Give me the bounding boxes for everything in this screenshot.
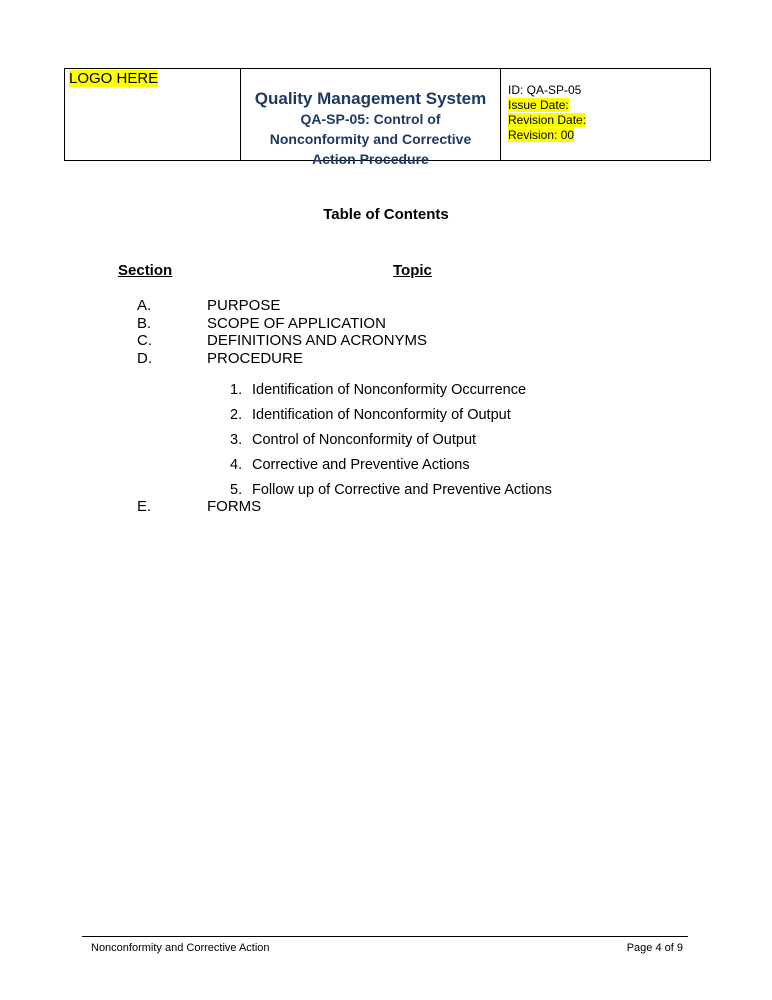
toc-letter: B. — [137, 315, 152, 332]
subitem-text: Follow up of Corrective and Preventive Actions — [252, 482, 552, 498]
toc-letter: E. — [137, 498, 152, 515]
toc-topic: SCOPE OF APPLICATION — [207, 315, 386, 332]
system-title: Quality Management System — [254, 89, 487, 108]
procedure-subitem-4 — [230, 456, 470, 474]
procedure-subitem-5 — [230, 481, 552, 499]
subitem-number: 4. — [230, 457, 243, 473]
toc-topic: FORMS — [207, 498, 262, 515]
document-info-cell — [501, 69, 710, 160]
footer-page-number: Page 4 of 9 — [626, 942, 683, 954]
procedure-title-line1: QA-SP-05: Control of — [300, 111, 441, 127]
document-header-table — [64, 68, 711, 167]
procedure-subitem-3 — [230, 431, 476, 449]
toc-topic: PROCEDURE — [207, 350, 303, 367]
topic-column-header: Topic — [393, 262, 432, 279]
subitem-text: Identification of Nonconformity Occurrence — [252, 382, 527, 398]
subitem-number: 2. — [230, 407, 243, 423]
title-cell — [241, 69, 501, 167]
revision-number: Revision: 00 — [508, 128, 575, 142]
toc-letter: D. — [137, 350, 152, 367]
subitem-text: Corrective and Preventive Actions — [252, 457, 470, 473]
subitem-number: 5. — [230, 482, 243, 498]
subitem-number: 3. — [230, 432, 243, 448]
section-column-header: Section — [118, 262, 173, 279]
subitem-text: Control of Nonconformity of Output — [252, 432, 477, 448]
subitem-text: Identification of Nonconformity of Output — [252, 407, 511, 423]
toc-topic: DEFINITIONS AND ACRONYMS — [207, 332, 428, 349]
revision-date: Revision Date: — [508, 113, 587, 127]
toc-title: Table of Contents — [323, 206, 449, 223]
doc-id: ID: QA-SP-05 — [508, 83, 582, 97]
toc-letter: C. — [137, 332, 152, 349]
procedure-title-line3: Action Procedure — [312, 151, 429, 167]
issue-date: Issue Date: — [508, 98, 569, 112]
footer-divider — [82, 936, 688, 937]
toc-topic: PURPOSE — [207, 297, 281, 314]
logo-cell — [65, 69, 241, 160]
procedure-subitem-2 — [230, 406, 511, 424]
toc-letter: A. — [137, 297, 152, 314]
procedure-title-line2: Nonconformity and Corrective — [269, 131, 472, 147]
subitem-number: 1. — [230, 382, 243, 398]
procedure-subitem-1 — [230, 381, 526, 399]
footer-document-name: Nonconformity and Corrective Action — [91, 942, 270, 954]
logo-placeholder: LOGO HERE — [69, 70, 159, 87]
